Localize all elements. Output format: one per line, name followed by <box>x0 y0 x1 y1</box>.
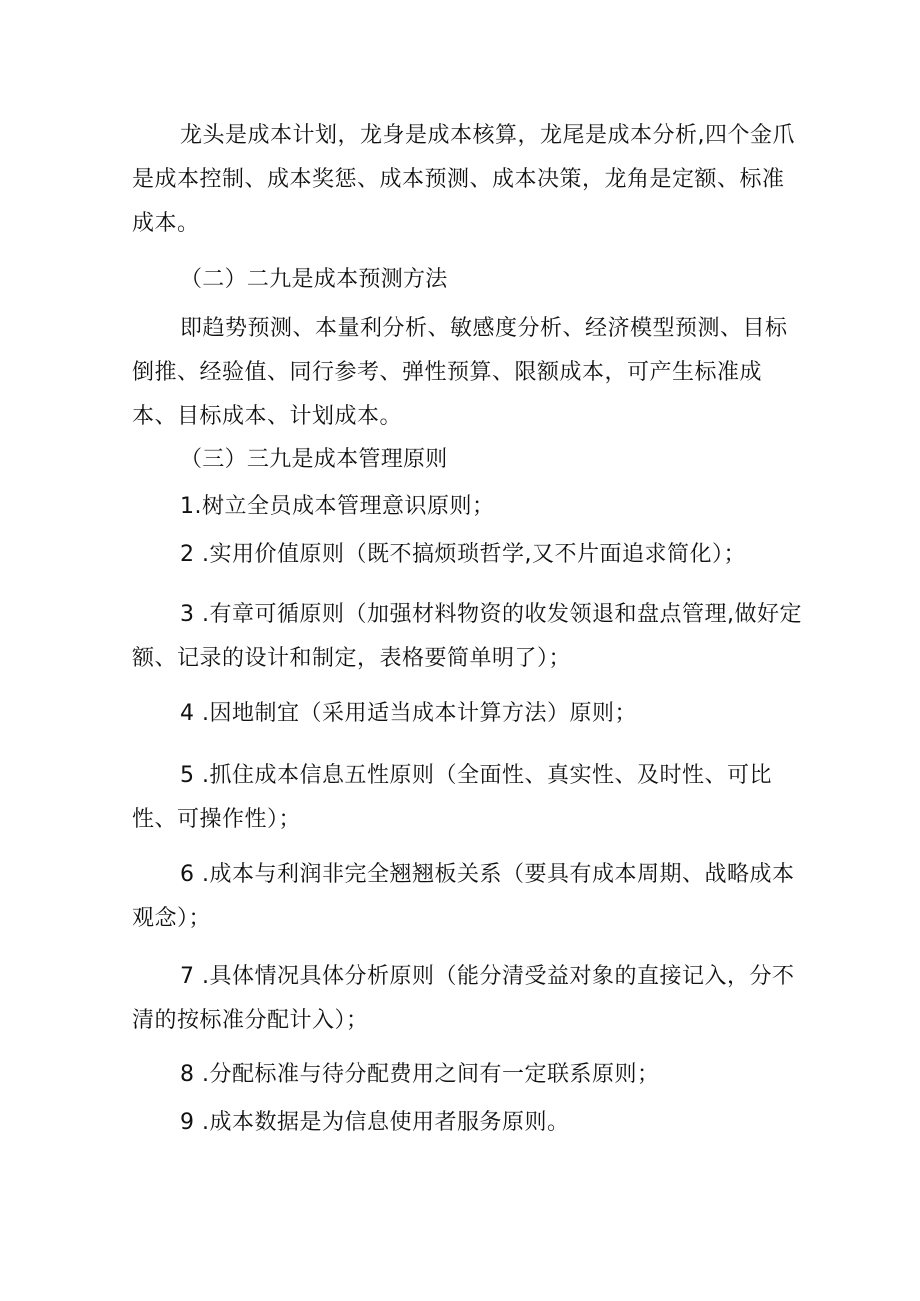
principle-item-5: 5 .抓住成本信息五性原则（全面性、真实性、及时性、可比性、可操作性）； <box>132 763 772 832</box>
section-heading-management-principles: （三）三九是成本管理原则 <box>180 447 448 472</box>
principle-item-7: 7 .具体情况具体分析原则（能分清受益对象的直接记入，分不清的按标准分配计入）； <box>132 964 795 1033</box>
principle-item-2: 2 .实用价值原则（既不搞烦琐哲学,又不片面追求简化）； <box>180 542 746 567</box>
principle-item-4: 4 .因地制宜（采用适当成本计算方法）原则； <box>180 701 637 726</box>
principle-item-6: 6 .成本与利润非完全翘翘板关系（要具有成本周期、战略成本观念）； <box>132 862 795 931</box>
principle-item-8: 8 .分配标准与待分配费用之间有一定联系原则； <box>180 1062 660 1087</box>
principle-item-9: 9 .成本数据是为信息使用者服务原则。 <box>180 1110 570 1135</box>
principle-item-3: 3 .有章可循原则（加强材料物资的收发领退和盘点管理,做好定额、记录的设计和制定，表格要简单明了）； <box>132 602 802 671</box>
paragraph-forecast-methods: 即趋势预测、本量利分析、敏感度分析、经济模型预测、目标倒推、经验值、同行参考、弹性预算、限额成本，可产生标准成本、目标成本、计划成本。 <box>132 316 788 429</box>
principle-item-1: 1.树立全员成本管理意识原则； <box>180 494 495 519</box>
section-heading-forecast-methods: （二）二九是成本预测方法 <box>180 267 448 292</box>
paragraph-dragon-metaphor: 龙头是成本计划，龙身是成本核算，龙尾是成本分析,四个金爪是成本控制、成本奖惩、成本预测、成本决策，龙角是定额、标准成本。 <box>132 123 795 236</box>
